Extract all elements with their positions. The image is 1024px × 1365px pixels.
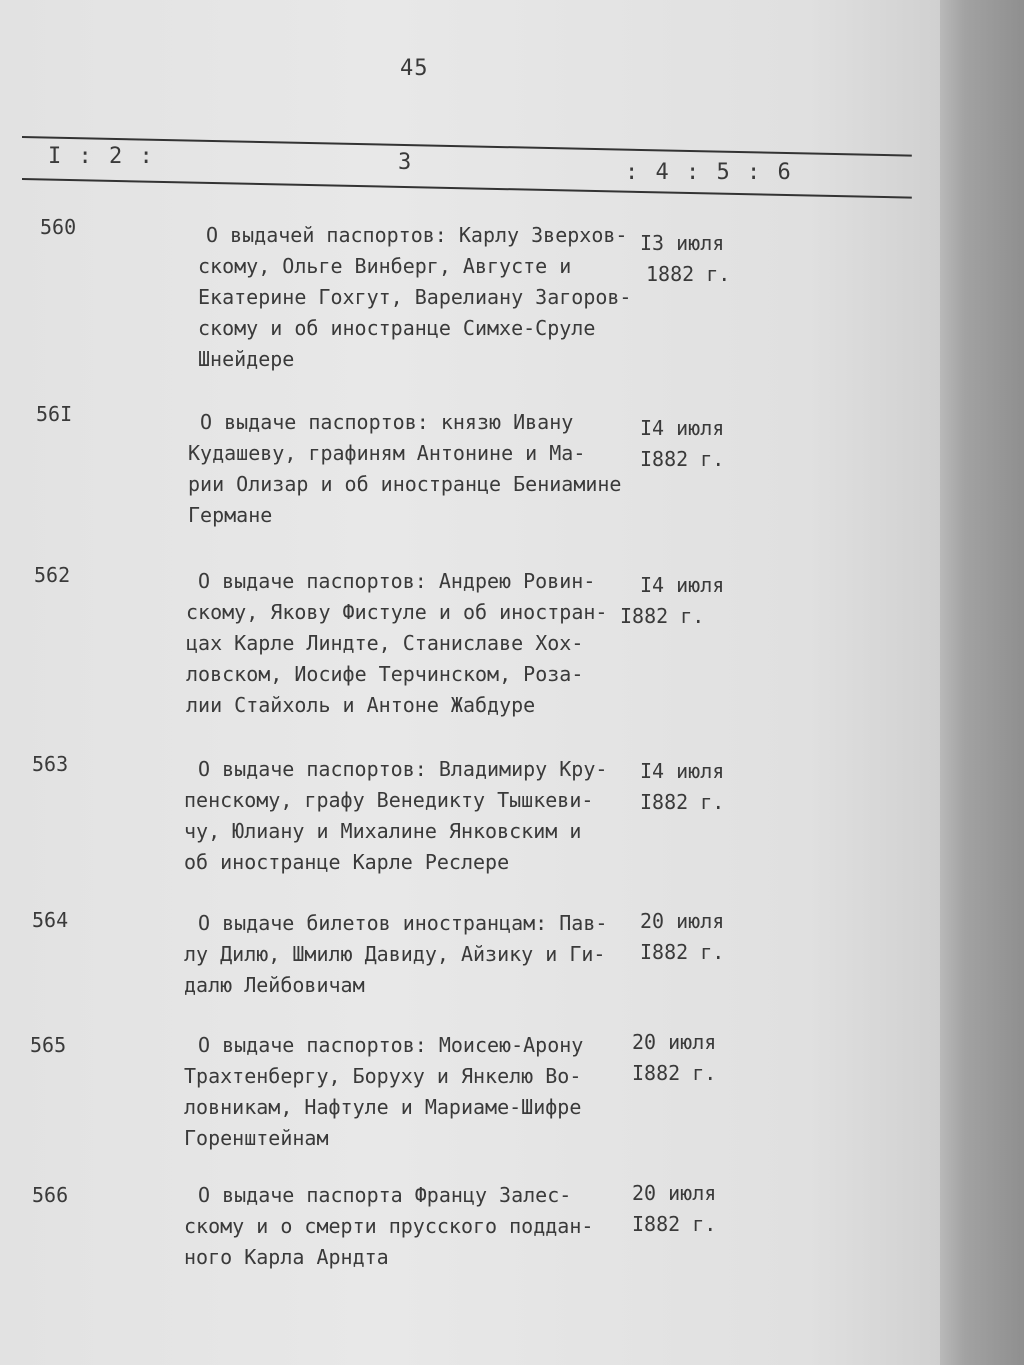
entry-date: 20 июля I882 г. <box>640 909 725 964</box>
entry-number: 566 <box>32 1183 69 1207</box>
entry-date: I4 июля I882 г. <box>620 573 725 628</box>
entry-number: 560 <box>40 215 77 239</box>
entry-date: 20 июля I882 г. <box>632 1030 717 1085</box>
entry-date: 20 июля I882 г. <box>632 1181 717 1236</box>
entry-description: О выдаче паспортов: князю Ивану Кудашеву, графиням Антонине и Ма- рии Олизар и об иностранце Бениамине Германе <box>188 410 622 527</box>
entry-number: 563 <box>32 752 69 776</box>
entry-description: О выдаче паспортов: Моисею-Арону Трахтенбергу, Боруху и Янкелю Во- ловникам, Нафтуле и Мариаме-Шифре Горенштейнам <box>184 1033 584 1150</box>
entry-number: 56I <box>36 402 73 426</box>
page-number: 45 <box>400 56 429 81</box>
entry-description: О выдаче билетов иностранцам: Пав- лу Дилю, Шмилю Давиду, Айзику и Ги- далю Лейбовичам <box>184 911 608 997</box>
entry-description: О выдаче паспортов: Владимиру Кру- пенскому, графу Венедикту Тышкеви- чу, Юлиану и Михалине Янковским и об иностранце Карле Реслере <box>184 757 608 874</box>
entry-description: О выдаче паспорта Францу Залес- скому и о смерти прусского поддан- ного Карла Арндта <box>184 1183 594 1269</box>
column-header-1-2: I : 2 : <box>48 144 155 169</box>
entry-date: I3 июля 1882 г. <box>640 231 731 286</box>
entry-description: О выдаче паспортов: Андрею Ровин- скому, Якову Фистуле и об иностран- цах Карле Линдте, Станиславе Хох- ловском, Иосифе Терчинском, Роза- лии Стайхоль и Антоне Жабдуре <box>186 569 608 717</box>
entry-number: 564 <box>32 908 69 932</box>
column-header-4-5-6: : 4 : 5 : 6 <box>625 160 793 185</box>
entry-date: I4 июля I882 г. <box>640 416 725 471</box>
page-edge-shadow <box>940 0 1024 1365</box>
entry-number: 562 <box>34 563 71 587</box>
column-header-3: 3 <box>398 150 414 175</box>
entry-description: О выдачей паспортов: Карлу Зверхов- скому, Ольге Винберг, Августе и Екатерине Гохгут, Варелиану Загоров- скому и об иностранце Симхе-Сруле Шнейдере <box>198 223 632 371</box>
entry-date: I4 июля I882 г. <box>640 759 725 814</box>
entry-number: 565 <box>30 1033 67 1057</box>
